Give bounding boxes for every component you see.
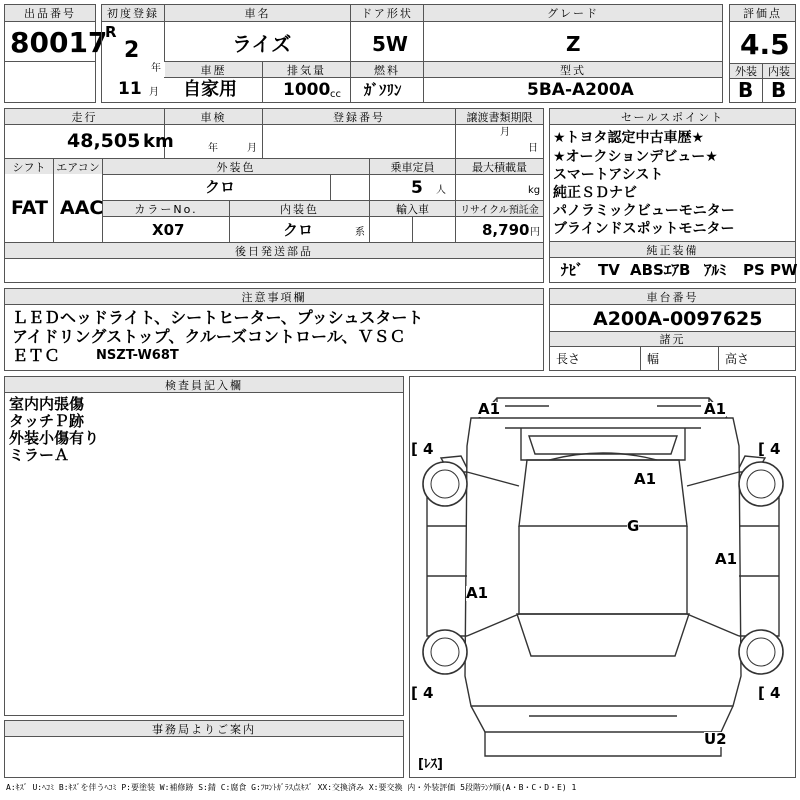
year-unit: 年 xyxy=(151,63,161,74)
specs-label: 諸元 xyxy=(550,332,795,346)
ext-score: B xyxy=(738,78,754,102)
int-score: B xyxy=(771,78,787,102)
inspector-label: 検査員記入欄 xyxy=(5,377,403,392)
note-line: ＬＥＤヘッドライト、シートヒーター、プッシュスタート xyxy=(12,308,424,327)
color-no-label: カラーNo. xyxy=(103,201,229,216)
grade-label: グレード xyxy=(424,5,722,21)
transfer-day-unit: 日 xyxy=(528,143,538,154)
capacity-unit: 人 xyxy=(436,185,446,196)
tire-rear-left xyxy=(423,630,467,674)
recycle: 8,790 xyxy=(482,221,530,239)
displacement-label: 排気量 xyxy=(263,62,350,77)
inspection-label: 車検 xyxy=(165,109,262,124)
max-load-unit: kg xyxy=(528,185,541,196)
later-parts-label: 後日発送部品 xyxy=(5,243,543,258)
era: R xyxy=(105,23,117,41)
lot-number-label: 出品番号 xyxy=(5,5,95,21)
office-label: 事務局よりご案内 xyxy=(5,721,403,736)
cc-unit: cc xyxy=(330,89,341,100)
shift: FAT xyxy=(11,197,48,219)
reg-month: 11 xyxy=(118,79,142,99)
color-no: X07 xyxy=(152,221,185,239)
door-type: 5W xyxy=(372,32,408,56)
tire-prefix: [ xyxy=(411,684,418,702)
capacity: 5 xyxy=(411,178,423,198)
transfer-month-unit: 月 xyxy=(500,127,510,138)
mileage: 48,505 xyxy=(67,130,141,152)
recycle-unit: 円 xyxy=(530,227,540,238)
selling-point-item: ブラインドスポットモニター xyxy=(553,221,735,237)
door-label: ドア形状 xyxy=(351,5,423,21)
shift-label: シフト xyxy=(5,159,53,174)
notes-label: 注意事項欄 xyxy=(5,289,543,304)
selling-point-item: ★トヨタ認定中古車歴★ xyxy=(553,130,705,146)
height-label: 高さ xyxy=(725,352,750,366)
equipment-tv: TV xyxy=(598,261,620,279)
car-name: ライズ xyxy=(232,32,292,56)
damage-mark-right-door: A1 xyxy=(715,550,738,568)
equipment-abs: ABS xyxy=(630,261,664,279)
selling-point-item: 純正ＳＤナビ xyxy=(553,185,637,201)
legend: A:ｷｽﾞ U:ﾍｺﾐ B:ｷｽﾞを伴うﾍｺﾐ P:要塗装 W:補修跡 S:錆 C:腐食 G:ﾌﾛﾝﾄｶﾞﾗｽ点ｷｽﾞ XX:交換済み X:要交換 内・外装評価 5段階ﾗﾝｸ順(A・B・C・D・E) 1 xyxy=(6,783,577,792)
transfer-label: 譲渡書類期限 xyxy=(456,109,543,124)
equipment-navi: ﾅﾋﾞ xyxy=(561,261,584,279)
car-body-diagram xyxy=(409,376,796,778)
max-load-label: 最大積載量 xyxy=(456,159,543,174)
insp-year-unit: 年 xyxy=(208,143,218,154)
inspector-line: タッチＰ跡 xyxy=(9,412,85,430)
damage-mark-hood: A1 xyxy=(634,470,657,488)
damage-mark-left-door: A1 xyxy=(466,584,489,602)
ext-score-label: 外装 xyxy=(730,64,762,78)
selling-point-item: ★オークションデビュー★ xyxy=(553,149,718,165)
inspector-line: ミラーＡ xyxy=(9,446,70,464)
model-label: 型式 xyxy=(424,62,722,77)
damage-mark-front-right: A1 xyxy=(704,400,727,418)
insp-month-unit: 月 xyxy=(247,143,257,154)
reg-no-label: 登録番号 xyxy=(263,109,455,124)
tire-prefix: [ xyxy=(411,440,418,458)
score: 4.5 xyxy=(740,28,790,61)
fuel: ｶﾞｿﾘﾝ xyxy=(364,81,402,99)
month-unit: 月 xyxy=(149,87,159,98)
int-color: クロ xyxy=(283,221,314,239)
equipment-airbag: ｴｱB xyxy=(664,261,691,279)
length-label: 長さ xyxy=(556,352,581,366)
width-label: 幅 xyxy=(647,352,660,366)
int-color-label: 内装色 xyxy=(230,201,369,216)
ext-color: クロ xyxy=(205,178,236,196)
mileage-label: 走行 xyxy=(5,109,164,124)
tire-rear-right xyxy=(739,630,783,674)
int-color-suffix: 系 xyxy=(355,227,365,238)
inspector-line: 外装小傷有り xyxy=(9,429,100,447)
inspector-line: 室内内張傷 xyxy=(9,395,85,413)
note-line: アイドリングストップ、クルーズコントロール、ＶＳＣ xyxy=(12,327,406,346)
first-reg-label: 初度登録 xyxy=(102,5,164,21)
car-name-label: 車名 xyxy=(165,5,350,21)
damage-mark-rear-bumper: U2 xyxy=(704,730,727,748)
capacity-label: 乗車定員 xyxy=(370,159,455,174)
chassis-label: 車台番号 xyxy=(550,289,795,304)
import-label: 輸入車 xyxy=(370,201,455,216)
reg-year: 2 xyxy=(124,38,140,63)
note-line: ＥＴＣ xyxy=(12,346,61,365)
ext-color-label: 外装色 xyxy=(103,159,369,174)
tire-tread: 4 xyxy=(770,684,781,702)
selling-points-label: セールスポイント xyxy=(550,109,795,124)
tire-front-left xyxy=(423,462,467,506)
ac-label: エアコン xyxy=(54,159,102,174)
model: 5BA-A200A xyxy=(527,80,634,100)
mileage-unit: km xyxy=(143,131,174,152)
tire-tread: 4 xyxy=(770,440,781,458)
tire-prefix: [ xyxy=(758,440,765,458)
damage-mark-windshield: G xyxy=(627,517,640,535)
tire-tread: 4 xyxy=(423,684,434,702)
recycle-label: リサイクル預託金 xyxy=(456,201,543,216)
history: 自家用 xyxy=(183,79,237,100)
score-label: 評価点 xyxy=(730,5,795,21)
chassis-number: A200A-0097625 xyxy=(593,308,763,330)
grade: Z xyxy=(566,32,581,56)
lot-number: 80017 xyxy=(10,26,108,59)
tire-tread: 4 xyxy=(423,440,434,458)
equipment-pw: PW xyxy=(770,261,798,279)
tire-front-right xyxy=(739,462,783,506)
history-label: 車歴 xyxy=(165,62,262,77)
equipment-ps: PS xyxy=(743,261,765,279)
displacement: 1000 xyxy=(283,80,331,100)
int-score-label: 内装 xyxy=(763,64,795,78)
equipment-label: 純正装備 xyxy=(550,242,795,257)
selling-point-item: パノラミックビューモニター xyxy=(553,203,735,219)
equipment-alloy: ｱﾙﾐ xyxy=(704,261,727,279)
spare-tire-label: [ﾚｽ] xyxy=(418,757,443,772)
tire-prefix: [ xyxy=(758,684,765,702)
fuel-label: 燃料 xyxy=(351,62,423,77)
selling-point-item: スマートアシスト xyxy=(553,167,664,183)
nav-model: NSZT-W68T xyxy=(96,348,179,363)
ac: AAC xyxy=(60,197,104,219)
damage-mark-front-left: A1 xyxy=(478,400,501,418)
